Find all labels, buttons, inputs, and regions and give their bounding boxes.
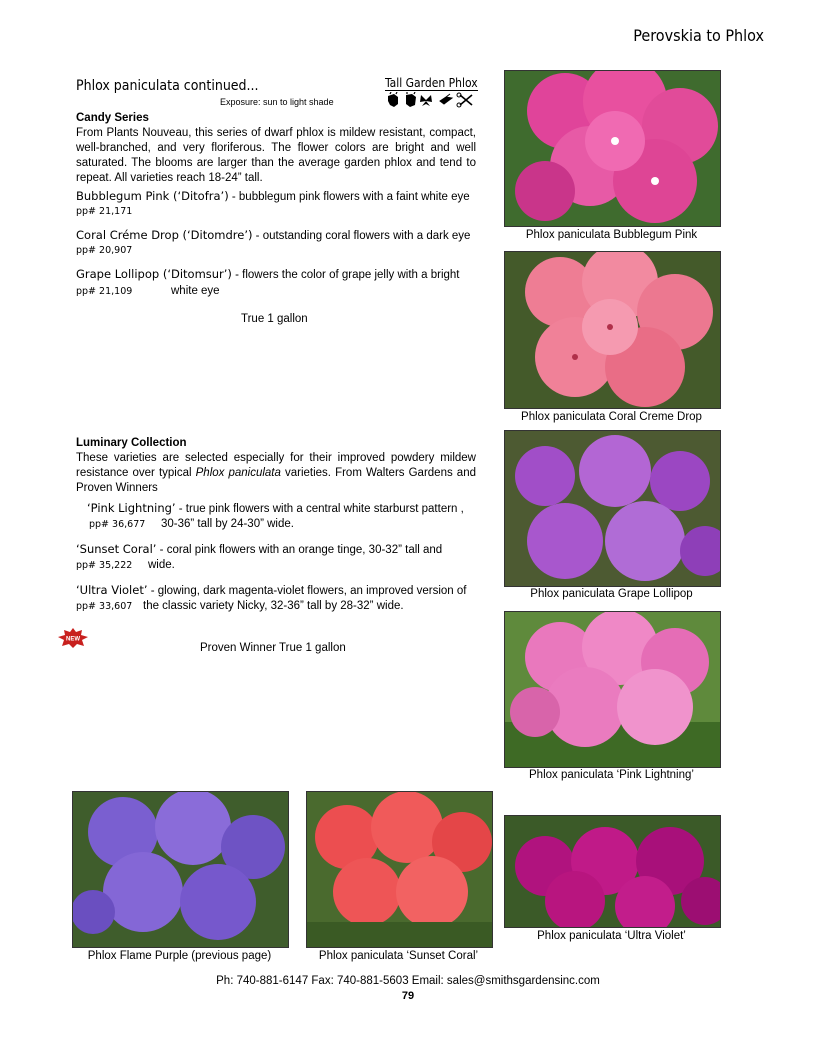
list-item <box>76 228 476 244</box>
variety-name: ‘Sunset Coral’ <box>76 542 157 556</box>
section-title: Phlox paniculata continued... <box>76 78 259 94</box>
patent-number: pp# 35,222 <box>76 560 133 571</box>
patent-number: pp# 21,171 <box>76 206 133 217</box>
list-item <box>76 189 476 205</box>
deer-resistant-icon <box>388 92 398 107</box>
page-header-title: Perovskia to Phlox <box>633 26 764 45</box>
variety-desc: - flowers the color of grape jelly with a bright <box>231 269 460 281</box>
caption-bubblegum-pink: Phlox paniculata Bubblegum Pink <box>525 229 698 241</box>
list-item <box>76 267 476 283</box>
rabbit-icon <box>406 92 416 107</box>
variety-name: ‘Pink Lightning’ <box>87 501 176 515</box>
butterfly-icon <box>420 95 432 106</box>
cut-flower-icon <box>457 93 472 107</box>
luminary-desc-b: varieties. From Walters Gardens and Proven Winners <box>76 467 476 494</box>
photo-grape-lollipop <box>504 430 721 587</box>
photo-ultra-violet <box>504 815 721 928</box>
variety-desc-continued: wide. <box>148 559 175 571</box>
luminary-desc-a: These varieties are selected especially for their improved powdery mildew resistance over typical <box>76 452 476 479</box>
variety-desc-continued: white eye <box>171 285 220 297</box>
new-badge <box>58 628 88 648</box>
caption-ultra-violet: Phlox paniculata ‘Ultra Violet’ <box>537 930 686 942</box>
variety-name: Grape Lollipop (‘Ditomsur’) <box>76 267 232 281</box>
luminary-desc-em: Phlox paniculata <box>195 467 281 479</box>
variety-desc: - outstanding coral flowers with a dark eye <box>252 230 471 242</box>
photo-coral-creme-drop <box>504 251 721 409</box>
caption-sunset-coral: Phlox paniculata ‘Sunset Coral’ <box>318 950 479 962</box>
luminary-size: Proven Winner True 1 gallon <box>200 642 346 654</box>
caption-pink-lightning: Phlox paniculata ‘Pink Lightning’ <box>529 769 694 781</box>
luminary-description <box>76 451 476 496</box>
patent-number: pp# 33,607 <box>76 601 133 612</box>
exposure-text: Exposure: sun to light shade <box>220 97 334 107</box>
attribute-icons <box>386 92 478 108</box>
variety-desc: - glowing, dark magenta-violet flowers, an improved version of <box>147 585 467 597</box>
page-number: 79 <box>401 990 415 1002</box>
category-label <box>385 76 478 90</box>
photo-pink-lightning <box>504 611 721 768</box>
variety-desc: - bubblegum pink flowers with a faint white eye <box>228 191 470 203</box>
hummingbird-icon <box>440 94 452 104</box>
patent-number: pp# 36,677 <box>89 519 146 530</box>
photo-flame-purple <box>72 791 289 948</box>
candy-size: True 1 gallon <box>241 313 308 325</box>
variety-desc: - true pink flowers with a central white starburst pattern , <box>175 503 464 515</box>
list-item <box>87 501 477 517</box>
category-text: Tall Garden Phlox <box>385 76 478 90</box>
caption-grape-lollipop: Phlox paniculata Grape Lollipop <box>530 588 693 600</box>
variety-name: ‘Ultra Violet’ <box>76 583 148 597</box>
variety-desc-continued: the classic variety Nicky, 32-36” tall by 28-32” wide. <box>143 600 404 612</box>
new-badge-text: NEW <box>66 636 80 643</box>
patent-number: pp# 20,907 <box>76 245 133 256</box>
candy-series-description: From Plants Nouveau, this series of dwarf phlox is mildew resistant, compact, well-branched, and very floriferous. The flower colors are bright and well saturated. The blooms are larger than the average garden phlox and tend to repeat. All varieties reach 18-24” tall. <box>76 127 476 184</box>
candy-series-title: Candy Series <box>76 112 149 124</box>
list-item <box>76 542 476 558</box>
footer-contact: Ph: 740-881-6147 Fax: 740-881-5603 Email: sales@smithsgardensinc.com <box>216 975 600 987</box>
photo-sunset-coral <box>306 791 493 948</box>
variety-name: Bubblegum Pink (‘Ditofra’) <box>76 189 229 203</box>
variety-name: Coral Créme Drop (‘Ditomdre’) <box>76 228 253 242</box>
list-item <box>76 583 476 599</box>
variety-desc: - coral pink flowers with an orange tinge, 30-32” tall and <box>156 544 443 556</box>
caption-flame-purple: Phlox Flame Purple (previous page) <box>87 950 272 962</box>
caption-coral-creme-drop: Phlox paniculata Coral Creme Drop <box>521 411 702 423</box>
luminary-title: Luminary Collection <box>76 437 187 449</box>
patent-number: pp# 21,109 <box>76 286 133 297</box>
variety-desc-continued: 30-36” tall by 24-30” wide. <box>161 518 294 530</box>
photo-bubblegum-pink <box>504 70 721 227</box>
